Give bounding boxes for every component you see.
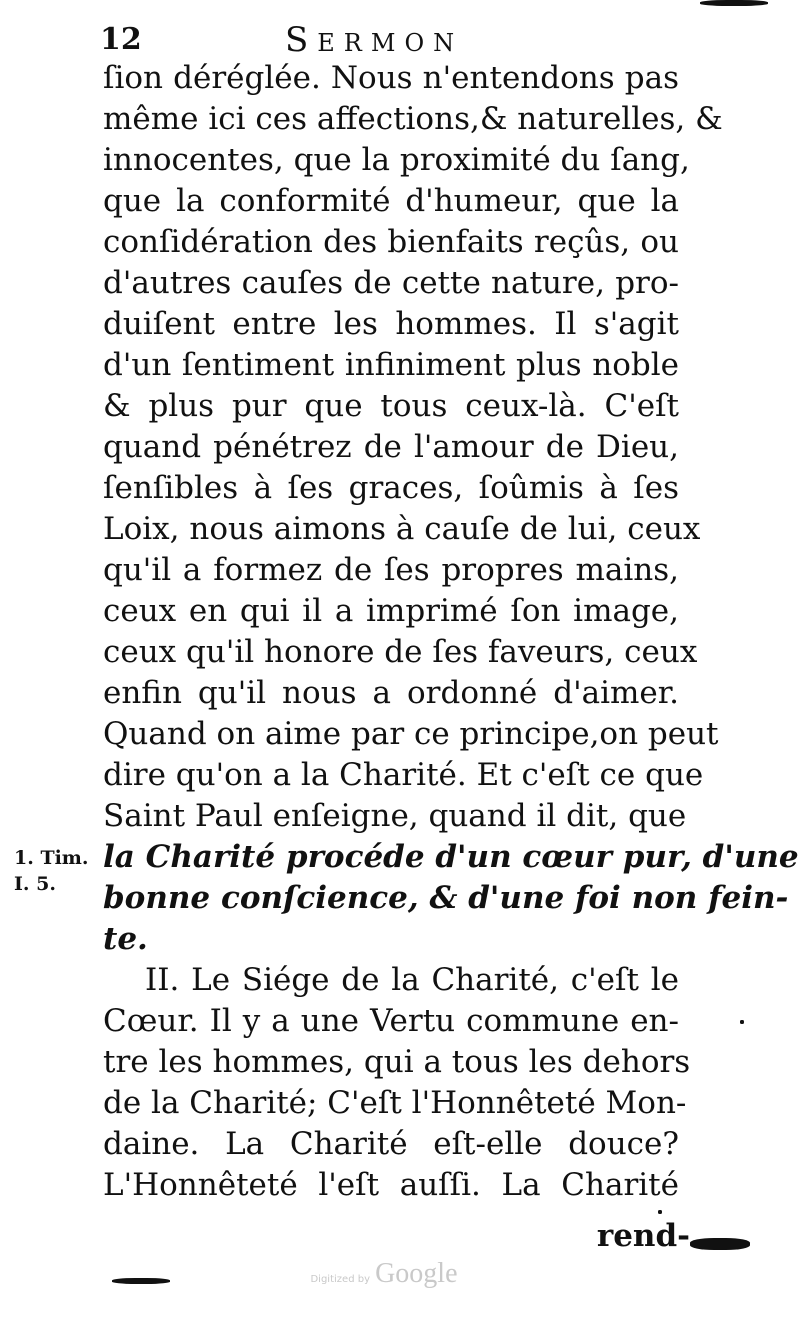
quotation-line: bonne conſcience, & d'une foi non fein- <box>103 880 789 916</box>
text-line: d'un ſentiment infiniment plus noble <box>103 347 679 383</box>
margin-reference-line: 1. Tim. <box>14 847 89 869</box>
ink-speck <box>700 0 768 6</box>
section-start-line: II. Le Siége de la Charité, c'eſt le <box>145 962 679 998</box>
text-line: Quand on aime par ce principe,on peut <box>103 716 719 752</box>
ink-speck <box>740 1020 744 1024</box>
text-line: tre les hommes, qui a tous les dehors <box>103 1044 691 1080</box>
text-line: & plus pur que tous ceux-là. C'eſt <box>103 388 679 424</box>
body-text <box>103 58 799 1206</box>
text-line: enfin qu'il nous a ordonné d'aimer. <box>103 675 679 711</box>
running-head: Sermon <box>285 20 464 60</box>
quotation-line: te. <box>103 921 148 957</box>
text-line: quand pénétrez de l'amour de Dieu, <box>103 429 679 465</box>
text-line: ſenſibles à ſes graces, ſoûmis à ſes <box>103 470 679 506</box>
text-line: Saint Paul enſeigne, quand il dit, que <box>103 798 687 834</box>
quotation-line: la Charité procéde d'un cœur pur, d'une <box>103 839 799 875</box>
text-line: de la Charité; C'eſt l'Honnêteté Mon- <box>103 1085 687 1121</box>
watermark-logo: Google <box>375 1258 458 1289</box>
ink-speck <box>658 1210 662 1214</box>
text-line: qu'il a formez de ſes propres mains, <box>103 552 679 588</box>
text-line: ceux en qui il a imprimé ſon image, <box>103 593 679 629</box>
digitization-watermark <box>0 1258 768 1290</box>
text-line: innocentes, que la proximité du ſang, <box>103 142 690 178</box>
watermark-prefix: Digitized by <box>310 1274 370 1285</box>
text-line: daine. La Charité eſt-elle douce? <box>103 1126 679 1162</box>
margin-reference-line: I. 5. <box>14 873 56 895</box>
text-line: Cœur. Il y a une Vertu commune en- <box>103 1003 679 1039</box>
text-line: d'autres cauſes de cette nature, pro- <box>103 265 679 301</box>
margin-reference <box>14 845 89 897</box>
text-line: ſion déréglée. Nous n'entendons pas <box>103 60 679 96</box>
catchword: rend- <box>596 1218 690 1254</box>
text-line: dire qu'on a la Charité. Et c'eſt ce que <box>103 757 704 793</box>
ink-speck <box>690 1238 750 1250</box>
text-line: que la conformité d'humeur, que la <box>103 183 679 219</box>
text-line: même ici ces affections,& naturelles, & <box>103 101 723 137</box>
text-line: duiſent entre les hommes. Il s'agit <box>103 306 679 342</box>
text-line: Loix, nous aimons à cauſe de lui, ceux <box>103 511 701 547</box>
text-line: L'Honnêteté l'eſt auſſi. La Charité <box>103 1167 679 1203</box>
page-number: 12 <box>100 22 142 57</box>
text-line: conſidération des bienfaits reçûs, ou <box>103 224 679 260</box>
text-line: ceux qu'il honore de ſes faveurs, ceux <box>103 634 698 670</box>
